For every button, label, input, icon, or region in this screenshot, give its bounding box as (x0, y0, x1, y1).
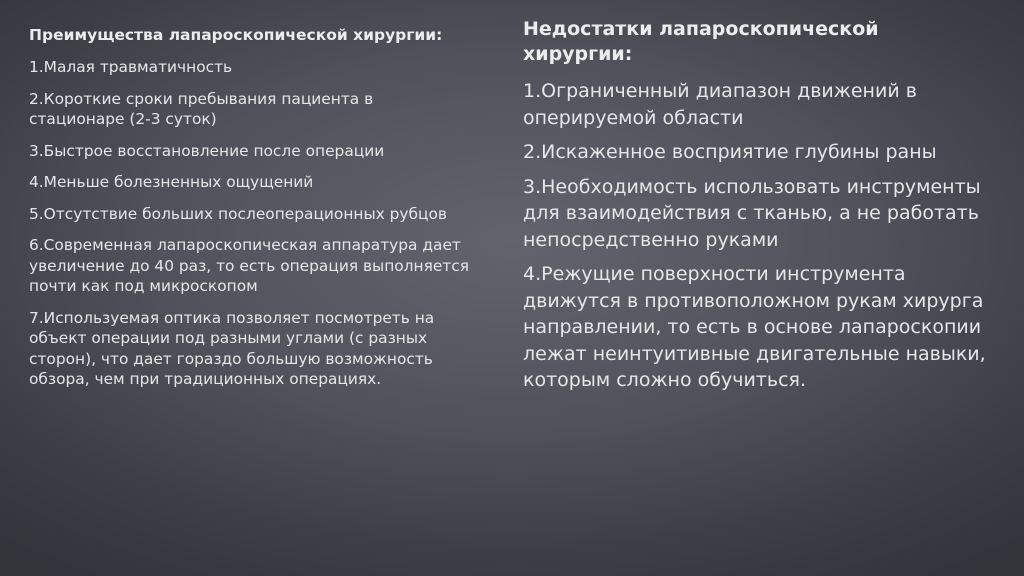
disadvantage-item-3: 3.Необходимость использовать инструменты для взаимодействия с тканью, а не работать непосредственно руками (523, 175, 981, 251)
advantage-item-4: 4.Меньше болезненных ощущений (29, 173, 314, 191)
disadvantages-heading: Недостатки лапароскопической хирургии: (523, 18, 879, 65)
advantage-item-2: 2.Короткие сроки пребывания пациента в стационаре (2-3 суток) (29, 89, 374, 128)
advantage-item-3: 3.Быстрое восстановление после операции (29, 141, 385, 160)
disadvantage-item-1: 1.Ограниченный диапазон движений в оперируемой области (523, 80, 917, 129)
advantage-item-1: 1.Малая травматичность (29, 58, 233, 76)
advantages-column (29, 25, 469, 401)
disadvantages-column (523, 17, 993, 402)
advantage-item-6: 6.Современная лапароскопическая аппаратура дает увеличение до 40 раз, то есть операция выполняется почти как под микроскопом (29, 236, 469, 295)
disadvantages-list (523, 78, 993, 394)
advantage-item-5: 5.Отсутствие больших послеоперационных рубцов (29, 204, 447, 223)
advantages-list (29, 57, 469, 390)
disadvantage-item-2: 2.Искаженное восприятие глубины раны (523, 141, 937, 163)
disadvantage-item-4: 4.Режущие поверхности инструмента движутся в противоположном рукам хирурга направлении, то есть в основе лапароскопии лежат неинтуитивные двигательные навыки, которым сложно обучиться. (523, 263, 986, 391)
advantage-item-7: 7.Используемая оптика позволяет посмотреть на объект операции под разными углами (с разных сторон), что дает гораздо большую возможность обзора, чем при традиционных операциях. (29, 308, 435, 388)
advantages-heading: Преимущества лапароскопической хирургии: (29, 26, 443, 44)
